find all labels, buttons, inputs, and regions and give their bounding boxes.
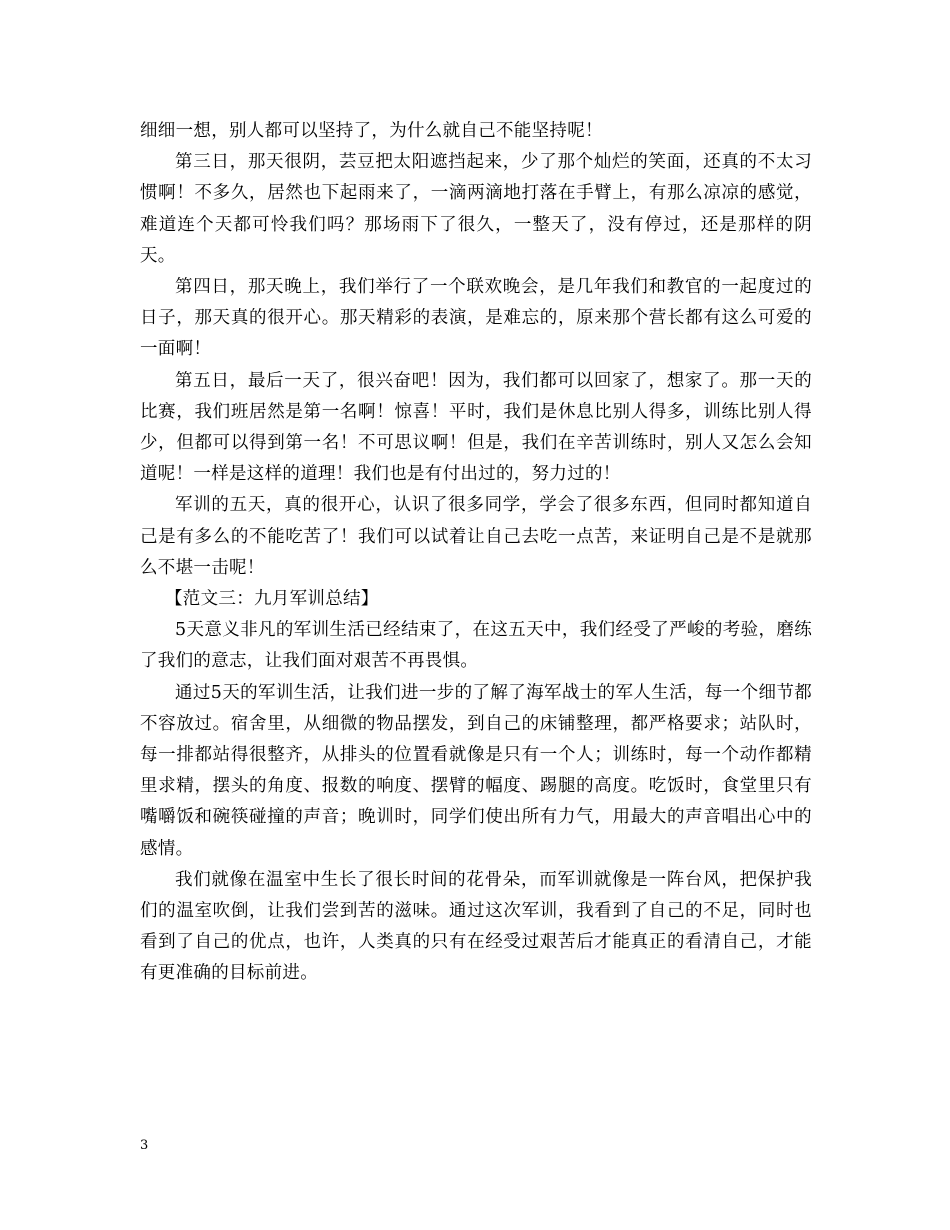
- paragraph-day-five: 第五日，最后一天了，很兴奋吧！因为，我们都可以回家了，想家了。那一天的比赛，我们班居然是第一名啊！惊喜！平时，我们是休息比别人得多，训练比别人得少，但都可以得到第一名！不可思议啊！但是，我们在辛苦训练时，别人又怎么会知道呢！一样是这样的道理！我们也是有付出过的，努力过的！: [140, 370, 812, 485]
- document-body: [140, 116, 812, 990]
- paragraph-intro: 5天意义非凡的军训生活已经结束了，在这五天中，我们经受了严峻的考验，磨练了我们的意志，让我们面对艰苦不再畏惧。: [140, 620, 812, 672]
- paragraph-continuation: 细细一想，别人都可以坚持了，为什么就自己不能坚持呢！: [140, 121, 603, 141]
- paragraph-day-four: 第四日，那天晚上，我们举行了一个联欢晚会，是几年我们和教官的一起度过的日子，那天真的很开心。那天精彩的表演，是难忘的，原来那个营长都有这么可爱的一面啊！: [140, 277, 812, 360]
- paragraph-five-days-summary: 军训的五天，真的很开心，认识了很多同学，学会了很多东西，但同时都知道自己是有多么的不能吃苦了！我们可以试着让自己去吃一点苦，来证明自己是不是就那么不堪一击呢！: [140, 495, 812, 578]
- paragraph-day-three: 第三日，那天很阴，芸豆把太阳遮挡起来，少了那个灿烂的笑面，还真的不太习惯啊！不多久，居然也下起雨来了，一滴两滴地打落在手臂上，有那么凉凉的感觉，难道连个天都可怜我们吗？那场雨下了很久，一整天了，没有停过，还是那样的阴天。: [140, 152, 812, 266]
- section-heading: 【范文三：九月军训总结】: [165, 589, 379, 610]
- paragraph-military-life: 通过5天的军训生活，让我们进一步的了解了海军战士的军人生活，每一个细节都不容放过。宿舍里，从细微的物品摆发，到自己的床铺整理，都严格要求；站队时，每一排都站得很整齐，从排头的位置看就像是只有一个人；训练时，每一个动作都精里求精，摆头的角度、报数的响度、摆臂的幅度、踢腿的高度。吃饭时，食堂里只有嘴嚼饭和碗筷碰撞的声音；晚训时，同学们使出所有力气，用最大的声音唱出心中的感情。: [140, 682, 812, 859]
- page-number: 3: [140, 1138, 149, 1153]
- paragraph-greenhouse: 我们就像在温室中生长了很长时间的花骨朵，而军训就像是一阵台风，把保护我们的温室吹倒，让我们尝到苦的滋味。通过这次军训，我看到了自己的不足，同时也看到了自己的优点，也许，人类真的只有在经受过艰苦后才能真正的看清自己，才能有更准确的目标前进。: [140, 869, 812, 984]
